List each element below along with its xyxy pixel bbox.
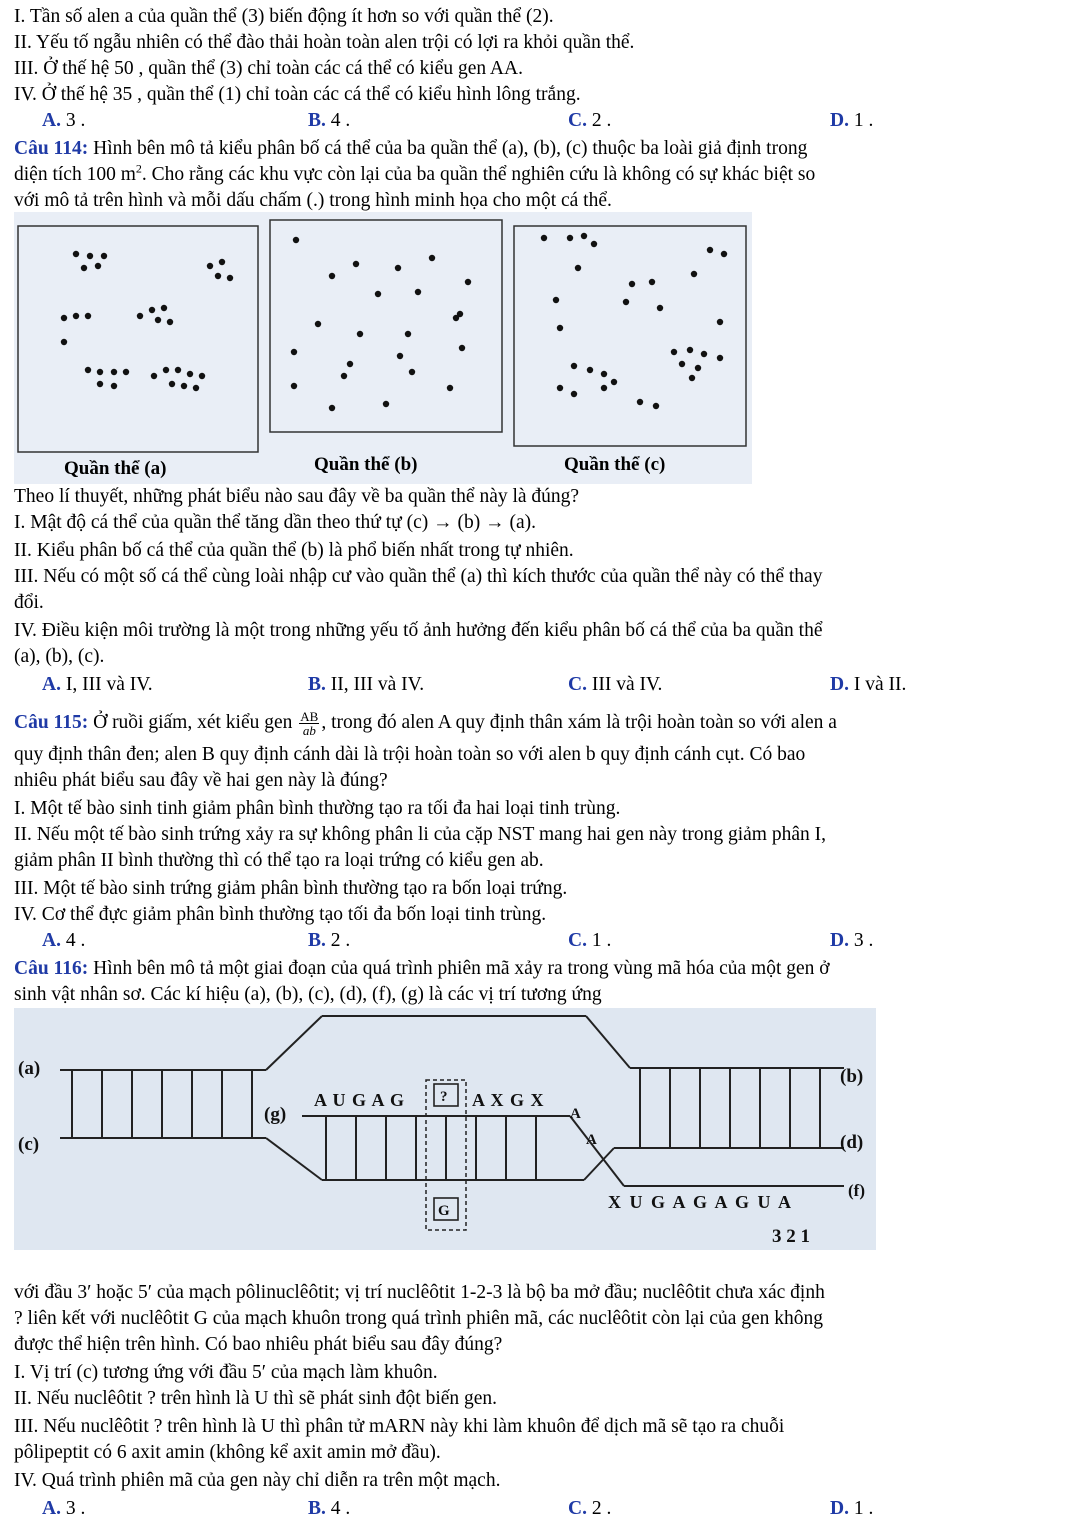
individual-dot xyxy=(453,315,459,321)
individual-dot xyxy=(575,265,581,271)
individual-dot xyxy=(329,273,335,279)
question-116-text: được thể hiện trên hình. Có bao nhiêu phát biểu sau đây đúng? xyxy=(14,1334,503,1355)
individual-dot xyxy=(691,271,697,277)
individual-dot xyxy=(329,405,335,411)
statement: II. Kiểu phân bố cá thể của quần thể (b) là phổ biến nhất trong tự nhiên. xyxy=(14,540,574,561)
individual-dot xyxy=(219,259,225,265)
genotype-fraction: $\frac{AB}{ab}$ xyxy=(300,709,319,738)
question-114-intro: Câu 114: Hình bên mô tả kiểu phân bố cá thể của ba quần thể (a), (b), (c) thuộc ba loài giả định trong xyxy=(14,138,808,159)
individual-dot xyxy=(687,347,693,353)
option-c: C. III và IV. xyxy=(568,674,663,695)
individual-dot xyxy=(357,331,363,337)
individual-dot xyxy=(649,279,655,285)
individual-dot xyxy=(695,365,701,371)
statement: IV. Cơ thể đực giảm phân bình thường tạo tối đa bốn loại tinh trùng. xyxy=(14,904,547,925)
individual-dot xyxy=(111,369,117,375)
option-b: B. 4 . xyxy=(308,1498,351,1519)
individual-dot xyxy=(175,367,181,373)
individual-dot xyxy=(557,385,563,391)
individual-dot xyxy=(459,345,465,351)
individual-dot xyxy=(541,235,547,241)
statement: II. Yếu tố ngẫu nhiên có thể đào thải hoàn toàn alen trội có lợi ra khỏi quần thể. xyxy=(14,32,635,53)
statement: III. Một tế bào sinh trứng giảm phân bình thường tạo ra bốn loại trứng. xyxy=(14,878,568,899)
label-d: (d) xyxy=(840,1132,864,1153)
individual-dot xyxy=(227,275,233,281)
statement: III. Nếu nuclêôtit ? trên hình là U thì phân tử mARN này khi làm khuôn để dịch mã sẽ tạo ra chuỗi xyxy=(14,1416,785,1437)
individual-dot xyxy=(111,383,117,389)
individual-dot xyxy=(193,385,199,391)
individual-dot xyxy=(61,315,67,321)
individual-dot xyxy=(215,273,221,279)
individual-dot xyxy=(291,383,297,389)
question-115-intro: quy định thân đen; alen B quy định cánh dài là trội hoàn toàn so với alen b quy định cánh cụt. Có bao xyxy=(14,744,806,765)
individual-dot xyxy=(465,279,471,285)
individual-dot xyxy=(429,255,435,261)
nucleotide-a1: A xyxy=(570,1106,581,1122)
individual-dot xyxy=(567,235,573,241)
individual-dot xyxy=(415,289,421,295)
statement: IV. Điều kiện môi trường là một trong những yếu tố ảnh hưởng đến kiểu phân bố cá thể của ba quần thể xyxy=(14,620,823,641)
individual-dot xyxy=(85,367,91,373)
individual-dot xyxy=(601,371,607,377)
option-a: A. 3 . xyxy=(42,1498,86,1519)
individual-dot xyxy=(611,379,617,385)
individual-dot xyxy=(85,313,91,319)
statement: giảm phân II bình thường thì có thể tạo ra loại trứng có kiểu gen ab. xyxy=(14,850,544,871)
individual-dot xyxy=(341,373,347,379)
label-b: (b) xyxy=(840,1066,864,1087)
individual-dot xyxy=(81,265,87,271)
statement: I. Vị trí (c) tương ứng với đầu 5′ của mạch làm khuôn. xyxy=(14,1362,438,1383)
individual-dot xyxy=(169,381,175,387)
statement: đổi. xyxy=(14,592,44,613)
individual-dot xyxy=(591,241,597,247)
statement: I. Một tế bào sinh tinh giảm phân bình thường tạo ra tối đa hai loại tinh trùng. xyxy=(14,798,621,819)
question-114-intro: diện tích 100 $m^2$. Cho rằng các khu vực còn lại của ba quần thể nghiên cứu là không có sự khác biệt so xyxy=(14,161,816,185)
question-115-intro: nhiêu phát biểu sau đây về hai gen này là đúng? xyxy=(14,770,388,791)
statement: pôlipeptit có 6 axit amin (không kể axit amin mở đầu). xyxy=(14,1442,441,1463)
individual-dot xyxy=(671,349,677,355)
individual-dot xyxy=(73,313,79,319)
option-a: A. 4 . xyxy=(42,930,86,951)
option-c: C. 2 . xyxy=(568,110,612,131)
statement: IV. Quá trình phiên mã của gen này chỉ diễn ra trên một mạch. xyxy=(14,1470,501,1491)
individual-dot xyxy=(409,369,415,375)
individual-dot xyxy=(689,375,695,381)
individual-dot xyxy=(657,305,663,311)
individual-dot xyxy=(629,281,635,287)
statement: II. Nếu nuclêôtit ? trên hình là U thì sẽ phát sinh đột biến gen. xyxy=(14,1388,498,1409)
individual-dot xyxy=(375,291,381,297)
individual-dot xyxy=(315,321,321,327)
question-116-intro: Câu 116: Hình bên mô tả một giai đoạn của quá trình phiên mã xảy ra trong vùng mã hóa của một gen ở xyxy=(14,958,830,979)
individual-dot xyxy=(97,381,103,387)
option-b: B. 4 . xyxy=(308,110,351,131)
individual-dot xyxy=(557,325,563,331)
label-f: (f) xyxy=(848,1181,865,1200)
question-114-intro: với mô tả trên hình và mỗi dấu chấm (.) trong hình minh họa cho một cá thể. xyxy=(14,190,612,211)
statement: II. Nếu một tế bào sinh trứng xảy ra sự không phân li của cặp NST mang hai gen này trong giảm phân I, xyxy=(14,824,826,845)
individual-dot xyxy=(721,251,727,257)
statement: I. Tần số alen a của quần thể (3) biến động ít hơn so với quần thể (2). xyxy=(14,6,554,27)
individual-dot xyxy=(395,265,401,271)
question-115-intro: Câu 115: Ở ruồi giấm, xét kiểu gen $\frac{AB}{ab}$ , trong đó alen A quy định thân xám là trội hoàn toàn so với alen a xyxy=(14,709,837,738)
individual-dot xyxy=(95,263,101,269)
option-c: C. 2 . xyxy=(568,1498,612,1519)
statement: (a), (b), (c). xyxy=(14,646,105,667)
individual-dot xyxy=(571,363,577,369)
option-b: B. II, III và IV. xyxy=(308,674,425,695)
individual-dot xyxy=(587,367,593,373)
individual-dot xyxy=(405,331,411,337)
statement: IV. Ở thế hệ 35 , quần thể (1) chỉ toàn các cá thể có kiểu hình lông trắng. xyxy=(14,84,581,105)
individual-dot xyxy=(61,339,67,345)
individual-dot xyxy=(181,383,187,389)
individual-dot xyxy=(151,373,157,379)
individual-dot xyxy=(97,369,103,375)
template-nucleotide-g: G xyxy=(438,1203,450,1219)
question-116-text: ? liên kết với nuclêôtit G của mạch khuôn trong quá trình phiên mã, các nuclêôtit còn lại của gen không xyxy=(14,1308,824,1329)
option-a: A. 3 . xyxy=(42,110,86,131)
individual-dot xyxy=(123,369,129,375)
option-a: A. I, III và IV. xyxy=(42,674,153,695)
label-g: (g) xyxy=(264,1104,287,1125)
individual-dot xyxy=(353,261,359,267)
individual-dot xyxy=(653,403,659,409)
nucleotide-a2: A xyxy=(586,1132,597,1148)
individual-dot xyxy=(149,307,155,313)
start-codon-positions: 3 2 1 xyxy=(772,1226,810,1247)
option-d: D. 1 . xyxy=(830,1498,874,1519)
individual-dot xyxy=(679,361,685,367)
individual-dot xyxy=(637,399,643,405)
mrna-sequence-left: A U G A G xyxy=(314,1090,406,1110)
individual-dot xyxy=(553,297,559,303)
label-c: (c) xyxy=(18,1134,40,1155)
question-116-text: với đầu 3′ hoặc 5′ của mạch pôlinuclêôtit; vị trí nuclêôtit 1-2-3 là bộ ba mở đầu; nuclêôtit chưa xác định xyxy=(14,1282,825,1303)
individual-dot xyxy=(383,401,389,407)
individual-dot xyxy=(87,253,93,259)
population-a-label: Quần thể (a) xyxy=(64,458,167,479)
option-c: C. 1 . xyxy=(568,930,612,951)
statement: III. Nếu có một số cá thể cùng loài nhập cư vào quần thể (a) thì kích thước của quần thể này có thể thay xyxy=(14,566,823,587)
individual-dot xyxy=(707,247,713,253)
template-sequence: X U G A G A G U A xyxy=(608,1192,794,1212)
population-c-label: Quần thể (c) xyxy=(564,454,666,475)
statement: III. Ở thế hệ 50 , quần thể (3) chỉ toàn các cá thể có kiểu gen AA. xyxy=(14,58,523,79)
individual-dot xyxy=(447,385,453,391)
individual-dot xyxy=(155,317,161,323)
option-b: B. 2 . xyxy=(308,930,351,951)
individual-dot xyxy=(717,355,723,361)
unknown-nucleotide: ? xyxy=(440,1089,448,1105)
option-d: D. I và II. xyxy=(830,674,907,695)
individual-dot xyxy=(581,233,587,239)
individual-dot xyxy=(291,349,297,355)
individual-dot xyxy=(601,385,607,391)
option-d: D. 3 . xyxy=(830,930,874,951)
population-b-label: Quần thể (b) xyxy=(314,454,418,475)
question-114-question: Theo lí thuyết, những phát biểu nào sau đây về ba quần thể này là đúng? xyxy=(14,486,580,507)
population-distribution-figure xyxy=(14,212,752,484)
individual-dot xyxy=(571,391,577,397)
mrna-sequence-right: A X G X xyxy=(472,1090,545,1110)
individual-dot xyxy=(701,351,707,357)
individual-dot xyxy=(623,299,629,305)
individual-dot xyxy=(167,319,173,325)
statement: I. Mật độ cá thể của quần thể tăng dần theo thứ tự (c) → (b) → (a). xyxy=(14,512,536,533)
transcription-figure xyxy=(14,1008,876,1250)
question-116-intro: sinh vật nhân sơ. Các kí hiệu (a), (b), (c), (d), (f), (g) là các vị trí tương ứng xyxy=(14,984,602,1005)
individual-dot xyxy=(163,367,169,373)
individual-dot xyxy=(161,305,167,311)
individual-dot xyxy=(293,237,299,243)
individual-dot xyxy=(199,373,205,379)
individual-dot xyxy=(187,371,193,377)
option-d: D. 1 . xyxy=(830,110,874,131)
individual-dot xyxy=(717,319,723,325)
individual-dot xyxy=(397,353,403,359)
individual-dot xyxy=(101,253,107,259)
label-a: (a) xyxy=(18,1058,41,1079)
individual-dot xyxy=(137,313,143,319)
individual-dot xyxy=(73,251,79,257)
individual-dot xyxy=(207,263,213,269)
individual-dot xyxy=(347,361,353,367)
